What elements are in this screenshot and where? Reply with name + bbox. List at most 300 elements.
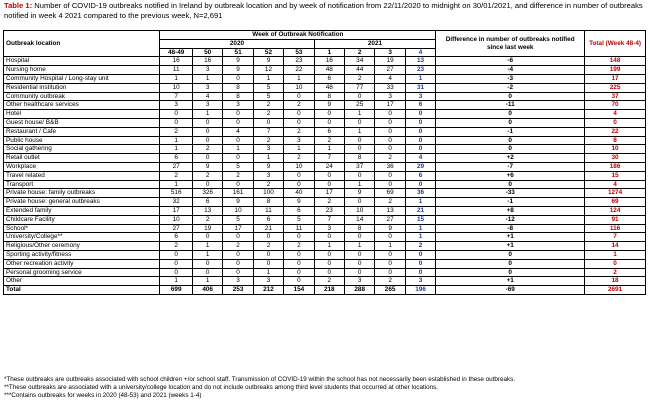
difference-cell: 0 xyxy=(436,136,585,145)
week-value-cell: 326 xyxy=(192,189,222,198)
week-value-cell: 1 xyxy=(160,145,193,154)
week-value-cell: 1 xyxy=(223,145,253,154)
table-row xyxy=(4,92,646,101)
week-value-cell: 4 xyxy=(192,92,222,101)
footnotes xyxy=(4,376,646,401)
difference-cell: -4 xyxy=(436,66,585,75)
difference-cell: -1 xyxy=(436,198,585,207)
difference-cell: +1 xyxy=(436,242,585,251)
difference-cell: 0 xyxy=(436,250,585,259)
table-row xyxy=(4,74,646,83)
difference-cell: -6 xyxy=(436,57,585,66)
header-week-53: 53 xyxy=(284,48,314,57)
week-value-cell: 10 xyxy=(160,215,193,224)
table-row xyxy=(4,66,646,75)
total-cell: 116 xyxy=(585,224,646,233)
week-value-cell: 0 xyxy=(345,268,375,277)
week-value-cell: 23 xyxy=(314,206,344,215)
week-value-cell: 1 xyxy=(345,242,375,251)
week-value-cell: 0 xyxy=(284,92,314,101)
week-value-cell: 406 xyxy=(192,286,222,295)
table-row xyxy=(4,101,646,110)
table-row xyxy=(4,259,646,268)
difference-cell: -3 xyxy=(436,74,585,83)
week-value-cell: 0 xyxy=(192,259,222,268)
week-value-cell: 3 xyxy=(405,277,436,286)
week-value-cell: 9 xyxy=(314,101,344,110)
week-value-cell: 9 xyxy=(284,198,314,207)
week-value-cell: 19 xyxy=(192,224,222,233)
week-value-cell: 4 xyxy=(405,154,436,163)
week-value-cell: 24 xyxy=(314,162,344,171)
week-value-cell: 16 xyxy=(160,57,193,66)
location-cell: Workplace xyxy=(4,162,160,171)
week-value-cell: 1 xyxy=(284,145,314,154)
table-row xyxy=(4,189,646,198)
week-value-cell: 0 xyxy=(223,180,253,189)
total-cell: 148 xyxy=(585,57,646,66)
week-value-cell: 3 xyxy=(223,101,253,110)
total-cell: 15 xyxy=(585,171,646,180)
location-cell: Sporting activity/fitness xyxy=(4,250,160,259)
week-value-cell: 0 xyxy=(405,250,436,259)
week-value-cell: 0 xyxy=(284,259,314,268)
location-cell: Community Hospital / Long-stay unit xyxy=(4,74,160,83)
week-value-cell: 9 xyxy=(223,66,253,75)
header-week-1: 1 xyxy=(314,48,344,57)
week-value-cell: 1 xyxy=(160,277,193,286)
week-value-cell: 36 xyxy=(405,189,436,198)
week-value-cell: 23 xyxy=(284,57,314,66)
total-cell: 2 xyxy=(585,268,646,277)
week-value-cell: 0 xyxy=(345,118,375,127)
week-value-cell: 3 xyxy=(253,277,283,286)
week-value-cell: 154 xyxy=(284,286,314,295)
table-row xyxy=(4,127,646,136)
difference-cell: +6 xyxy=(436,171,585,180)
difference-cell: +1 xyxy=(436,277,585,286)
total-cell: 1274 xyxy=(585,189,646,198)
week-value-cell: 2 xyxy=(253,136,283,145)
week-value-cell: 0 xyxy=(284,268,314,277)
total-cell: 70 xyxy=(585,101,646,110)
week-value-cell: 17 xyxy=(314,189,344,198)
week-value-cell: 9 xyxy=(223,57,253,66)
week-value-cell: 0 xyxy=(345,198,375,207)
week-value-cell: 0 xyxy=(160,268,193,277)
location-cell: Social gathering xyxy=(4,145,160,154)
week-value-cell: 0 xyxy=(253,259,283,268)
difference-cell: -1 xyxy=(436,127,585,136)
week-value-cell: 8 xyxy=(345,224,375,233)
week-value-cell: 15 xyxy=(405,215,436,224)
week-value-cell: 3 xyxy=(160,101,193,110)
week-value-cell: 0 xyxy=(284,171,314,180)
total-cell: 225 xyxy=(585,83,646,92)
week-value-cell: 6 xyxy=(314,74,344,83)
week-value-cell: 0 xyxy=(314,268,344,277)
week-value-cell: 1 xyxy=(192,110,222,119)
table-row xyxy=(4,171,646,180)
week-value-cell: 2 xyxy=(253,101,283,110)
location-cell: Travel related xyxy=(4,171,160,180)
week-value-cell: 2 xyxy=(223,242,253,251)
location-cell: University/College** xyxy=(4,233,160,242)
week-value-cell: 1 xyxy=(405,233,436,242)
table-row xyxy=(4,215,646,224)
week-value-cell: 0 xyxy=(345,233,375,242)
header-week-4: 4 xyxy=(405,48,436,57)
difference-cell: -2 xyxy=(436,83,585,92)
location-cell: Restaurant / Cafe xyxy=(4,127,160,136)
week-value-cell: 0 xyxy=(253,233,283,242)
total-cell: 18 xyxy=(585,277,646,286)
week-value-cell: 3 xyxy=(284,136,314,145)
week-value-cell: 0 xyxy=(345,92,375,101)
week-value-cell: 17 xyxy=(375,101,405,110)
week-value-cell: 40 xyxy=(284,189,314,198)
week-value-cell: 3 xyxy=(253,171,283,180)
week-value-cell: 5 xyxy=(253,92,283,101)
total-cell: 4 xyxy=(585,180,646,189)
difference-cell: 0 xyxy=(436,110,585,119)
week-value-cell: 0 xyxy=(375,250,405,259)
week-value-cell: 1 xyxy=(253,268,283,277)
week-value-cell: 1 xyxy=(345,127,375,136)
week-value-cell: 0 xyxy=(160,110,193,119)
table-row xyxy=(4,110,646,119)
header-week-52: 52 xyxy=(253,48,283,57)
table-row xyxy=(4,242,646,251)
week-value-cell: 13 xyxy=(375,206,405,215)
week-value-cell: 0 xyxy=(192,136,222,145)
week-value-cell: 265 xyxy=(375,286,405,295)
week-value-cell: 0 xyxy=(375,127,405,136)
week-value-cell: 2 xyxy=(192,145,222,154)
location-cell: Other recreation activity xyxy=(4,259,160,268)
total-cell: 30 xyxy=(585,154,646,163)
week-value-cell: 10 xyxy=(345,206,375,215)
week-value-cell: 3 xyxy=(375,92,405,101)
week-value-cell: 0 xyxy=(223,259,253,268)
week-value-cell: 25 xyxy=(345,101,375,110)
week-value-cell: 7 xyxy=(253,127,283,136)
week-value-cell: 0 xyxy=(160,250,193,259)
table-row xyxy=(4,57,646,66)
table-row xyxy=(4,180,646,189)
week-value-cell: 0 xyxy=(314,180,344,189)
week-value-cell: 37 xyxy=(345,162,375,171)
week-value-cell: 34 xyxy=(345,57,375,66)
total-cell: 8 xyxy=(585,136,646,145)
footnote-university: **These outbreaks are associated with a university/college location and do not include outbreaks among third level students that occurred at other locations. xyxy=(4,384,439,392)
difference-cell: +2 xyxy=(436,154,585,163)
week-value-cell: 2 xyxy=(284,242,314,251)
week-value-cell: 0 xyxy=(314,171,344,180)
week-value-cell: 13 xyxy=(405,57,436,66)
location-cell: Childcare Facility xyxy=(4,215,160,224)
week-value-cell: 27 xyxy=(375,215,405,224)
table-row xyxy=(4,198,646,207)
week-value-cell: 699 xyxy=(160,286,193,295)
week-value-cell: 6 xyxy=(160,233,193,242)
difference-cell: 0 xyxy=(436,145,585,154)
week-value-cell: 5 xyxy=(223,215,253,224)
week-value-cell: 0 xyxy=(314,118,344,127)
week-value-cell: 0 xyxy=(192,127,222,136)
table-row xyxy=(4,206,646,215)
week-value-cell: 3 xyxy=(405,92,436,101)
week-value-cell: 19 xyxy=(375,57,405,66)
location-cell: Other xyxy=(4,277,160,286)
week-value-cell: 4 xyxy=(223,127,253,136)
week-value-cell: 5 xyxy=(253,83,283,92)
week-value-cell: 77 xyxy=(345,83,375,92)
week-value-cell: 6 xyxy=(405,171,436,180)
week-value-cell: 0 xyxy=(375,268,405,277)
total-cell: 7 xyxy=(585,233,646,242)
difference-cell: -8 xyxy=(436,224,585,233)
week-value-cell: 3 xyxy=(314,224,344,233)
header-location: Outbreak location xyxy=(4,31,160,57)
week-value-cell: 0 xyxy=(223,110,253,119)
difference-cell: +1 xyxy=(436,233,585,242)
week-value-cell: 2 xyxy=(314,198,344,207)
total-cell: 124 xyxy=(585,206,646,215)
week-value-cell: 2 xyxy=(314,136,344,145)
week-value-cell: 1 xyxy=(192,277,222,286)
header-difference: Difference in number of outbreaks notified since last week xyxy=(436,31,585,57)
total-cell: 17 xyxy=(585,74,646,83)
total-cell: 199 xyxy=(585,66,646,75)
week-value-cell: 0 xyxy=(375,118,405,127)
week-value-cell: 10 xyxy=(223,206,253,215)
week-value-cell: 0 xyxy=(192,180,222,189)
week-value-cell: 0 xyxy=(375,145,405,154)
week-value-cell: 1 xyxy=(192,74,222,83)
week-value-cell: 1 xyxy=(160,136,193,145)
week-value-cell: 8 xyxy=(223,83,253,92)
week-value-cell: 9 xyxy=(253,57,283,66)
week-value-cell: 0 xyxy=(314,250,344,259)
week-value-cell: 13 xyxy=(192,206,222,215)
header-total: Total (Week 48-4) xyxy=(585,31,646,57)
difference-cell: -7 xyxy=(436,162,585,171)
week-value-cell: 29 xyxy=(405,162,436,171)
week-value-cell: 212 xyxy=(253,286,283,295)
location-cell: Religious/Other ceremony xyxy=(4,242,160,251)
week-value-cell: 8 xyxy=(345,154,375,163)
week-value-cell: 0 xyxy=(192,268,222,277)
week-value-cell: 0 xyxy=(223,118,253,127)
location-cell: Hospital xyxy=(4,57,160,66)
difference-cell: 0 xyxy=(436,180,585,189)
week-value-cell: 22 xyxy=(284,66,314,75)
week-value-cell: 0 xyxy=(284,110,314,119)
week-value-cell: 1 xyxy=(160,74,193,83)
difference-cell: -69 xyxy=(436,286,585,295)
week-value-cell: 8 xyxy=(223,92,253,101)
week-value-cell: 0 xyxy=(345,136,375,145)
week-value-cell: 2 xyxy=(375,198,405,207)
week-value-cell: 2 xyxy=(314,277,344,286)
week-value-cell: 0 xyxy=(375,180,405,189)
week-value-cell: 0 xyxy=(284,250,314,259)
week-value-cell: 44 xyxy=(345,66,375,75)
week-value-cell: 0 xyxy=(405,136,436,145)
week-value-cell: 48 xyxy=(314,83,344,92)
week-value-cell: 0 xyxy=(375,171,405,180)
week-value-cell: 32 xyxy=(160,198,193,207)
table-row xyxy=(4,118,646,127)
header-week-2: 2 xyxy=(345,48,375,57)
week-value-cell: 6 xyxy=(253,215,283,224)
week-value-cell: 3 xyxy=(223,277,253,286)
week-value-cell: 161 xyxy=(223,189,253,198)
week-value-cell: 2 xyxy=(192,215,222,224)
total-cell: 186 xyxy=(585,162,646,171)
week-value-cell: 2 xyxy=(160,127,193,136)
week-value-cell: 6 xyxy=(192,198,222,207)
week-value-cell: 2 xyxy=(375,277,405,286)
header-year-2021: 2021 xyxy=(314,39,436,48)
week-value-cell: 7 xyxy=(314,215,344,224)
total-cell: 0 xyxy=(585,118,646,127)
week-value-cell: 1 xyxy=(405,224,436,233)
week-value-cell: 0 xyxy=(223,268,253,277)
total-cell: 22 xyxy=(585,127,646,136)
week-value-cell: 2 xyxy=(253,242,283,251)
week-value-cell: 21 xyxy=(405,206,436,215)
total-cell: 91 xyxy=(585,215,646,224)
location-cell: Public house xyxy=(4,136,160,145)
week-value-cell: 4 xyxy=(375,74,405,83)
week-value-cell: 0 xyxy=(405,118,436,127)
week-value-cell: 1 xyxy=(284,74,314,83)
week-value-cell: 2 xyxy=(284,127,314,136)
week-value-cell: 2 xyxy=(253,110,283,119)
week-value-cell: 0 xyxy=(405,268,436,277)
week-value-cell: 9 xyxy=(253,162,283,171)
week-value-cell: 0 xyxy=(405,110,436,119)
difference-cell: 0 xyxy=(436,92,585,101)
week-value-cell: 16 xyxy=(314,57,344,66)
week-value-cell: 0 xyxy=(405,127,436,136)
location-cell: Private house: general outbreaks xyxy=(4,198,160,207)
week-value-cell: 1 xyxy=(345,180,375,189)
week-value-cell: 0 xyxy=(405,145,436,154)
week-value-cell: 0 xyxy=(375,110,405,119)
difference-cell: -33 xyxy=(436,189,585,198)
total-cell: 1 xyxy=(585,250,646,259)
week-value-cell: 10 xyxy=(160,83,193,92)
header-year-2020: 2020 xyxy=(160,39,314,48)
week-value-cell: 1 xyxy=(253,74,283,83)
week-value-cell: 1 xyxy=(314,145,344,154)
week-value-cell: 0 xyxy=(160,118,193,127)
week-value-cell: 8 xyxy=(253,198,283,207)
week-value-cell: 9 xyxy=(223,198,253,207)
week-value-cell: 0 xyxy=(253,250,283,259)
week-value-cell: 3 xyxy=(192,83,222,92)
week-value-cell: 0 xyxy=(314,233,344,242)
week-value-cell: 27 xyxy=(160,224,193,233)
outbreak-table xyxy=(3,30,646,295)
week-value-cell: 196 xyxy=(405,286,436,295)
week-value-cell: 1 xyxy=(405,198,436,207)
total-row xyxy=(4,286,646,295)
week-value-cell: 9 xyxy=(375,224,405,233)
week-value-cell: 6 xyxy=(405,101,436,110)
difference-cell: -12 xyxy=(436,215,585,224)
week-value-cell: 16 xyxy=(192,57,222,66)
week-value-cell: 2 xyxy=(160,171,193,180)
caption-label: Table 1: xyxy=(4,1,33,10)
table-row xyxy=(4,250,646,259)
week-value-cell: 0 xyxy=(284,233,314,242)
total-cell: 0 xyxy=(585,259,646,268)
caption-text: Number of COVID-19 outbreaks notified in Ireland by outbreak location and by week of notification from 22/11/2020 to midnight on 30/01/2021, and difference in number of outbreaks notified in week 4 2021 compared to the previous week, N=2,691 xyxy=(4,1,643,20)
week-value-cell: 0 xyxy=(160,259,193,268)
difference-cell: 0 xyxy=(436,118,585,127)
week-value-cell: 48 xyxy=(314,66,344,75)
week-value-cell: 7 xyxy=(314,154,344,163)
difference-cell: -11 xyxy=(436,101,585,110)
week-value-cell: 253 xyxy=(223,286,253,295)
week-value-cell: 0 xyxy=(375,233,405,242)
week-value-cell: 11 xyxy=(253,206,283,215)
week-value-cell: 0 xyxy=(192,154,222,163)
week-value-cell: 9 xyxy=(345,189,375,198)
week-value-cell: 1 xyxy=(405,74,436,83)
total-cell: 4 xyxy=(585,110,646,119)
location-cell: Nursing home xyxy=(4,66,160,75)
table-row xyxy=(4,268,646,277)
week-value-cell: 3 xyxy=(345,277,375,286)
week-value-cell: 23 xyxy=(405,66,436,75)
week-value-cell: 100 xyxy=(253,189,283,198)
week-value-cell: 1 xyxy=(160,180,193,189)
header-week-3: 3 xyxy=(375,48,405,57)
week-value-cell: 1 xyxy=(192,250,222,259)
week-value-cell: 36 xyxy=(375,162,405,171)
header-week-51: 51 xyxy=(223,48,253,57)
week-value-cell: 1 xyxy=(192,242,222,251)
week-value-cell: 11 xyxy=(284,224,314,233)
week-value-cell: 5 xyxy=(223,162,253,171)
difference-cell: +8 xyxy=(436,206,585,215)
footnote-weeks: ***Contains outbreaks for weeks in 2020 (48-53) and 2021 (weeks 1-4) xyxy=(4,392,202,400)
header-week-48-49: 48-49 xyxy=(160,48,193,57)
location-cell: Total xyxy=(4,286,160,295)
week-value-cell: 2 xyxy=(223,171,253,180)
header-week-50: 50 xyxy=(192,48,222,57)
week-value-cell: 218 xyxy=(314,286,344,295)
total-cell: 2691 xyxy=(585,286,646,295)
table-row xyxy=(4,233,646,242)
week-value-cell: 0 xyxy=(223,250,253,259)
location-cell: Retail outlet xyxy=(4,154,160,163)
week-value-cell: 0 xyxy=(192,233,222,242)
week-value-cell: 12 xyxy=(253,66,283,75)
week-value-cell: 1 xyxy=(375,242,405,251)
location-cell: Community outbreak xyxy=(4,92,160,101)
week-value-cell: 2 xyxy=(405,242,436,251)
week-value-cell: 0 xyxy=(284,180,314,189)
week-value-cell: 0 xyxy=(345,145,375,154)
week-value-cell: 2 xyxy=(160,242,193,251)
table-row xyxy=(4,277,646,286)
